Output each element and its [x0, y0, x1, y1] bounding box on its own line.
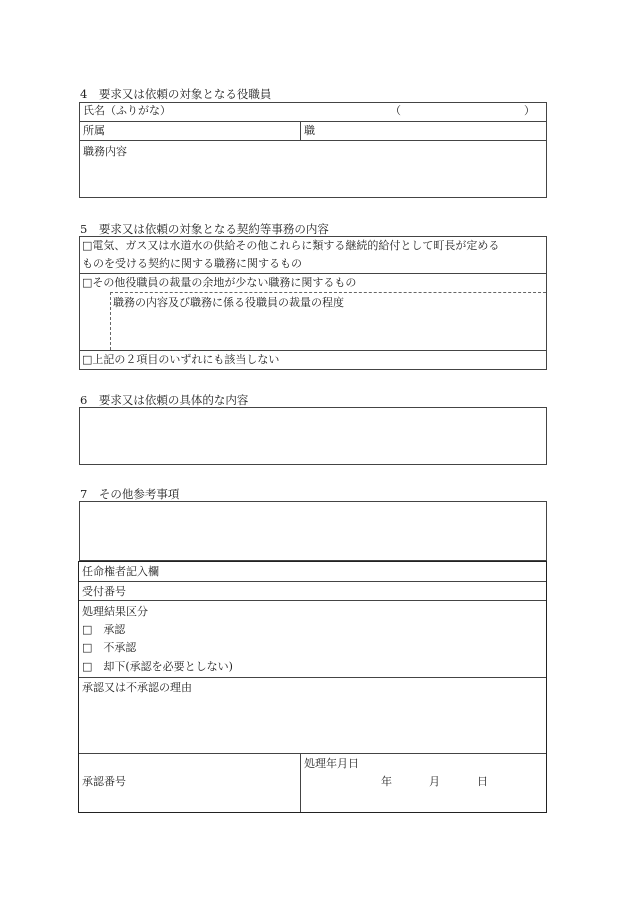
divider: [300, 121, 301, 140]
affiliation-label: 所属: [83, 124, 105, 137]
discretion-details-label: 職務の内容及び職務に係る役職員の裁量の程度: [113, 296, 344, 309]
divider: [79, 581, 546, 582]
dashed-divider: [110, 292, 111, 350]
duties-label: 職務内容: [83, 145, 127, 158]
divider: [79, 121, 546, 122]
name-paren-close: ）: [524, 104, 535, 117]
option-continuous-supply-line2: ものを受ける契約に関する職務に関するもの: [82, 257, 302, 270]
divider: [79, 140, 546, 141]
divider: [79, 753, 546, 754]
date-month: 月: [429, 775, 440, 788]
section-6-title: 6 要求又は依頼の具体的な内容: [80, 393, 249, 407]
post-label: 職: [304, 124, 315, 137]
result-approve-option[interactable]: □ 承認: [82, 623, 126, 636]
appointer-header: 任命権者記入欄: [82, 565, 159, 578]
reason-label: 承認又は不承認の理由: [82, 681, 192, 694]
date-year: 年: [381, 775, 392, 788]
receipt-number-label: 受付番号: [82, 585, 126, 598]
specific-content-field[interactable]: [79, 407, 547, 465]
name-furigana-label: 氏名（ふりがな）: [83, 104, 171, 117]
option-none-applicable[interactable]: □上記の２項目のいずれにも該当しない: [82, 353, 280, 366]
divider: [300, 753, 301, 812]
result-category-label: 処理結果区分: [82, 605, 148, 618]
reference-notes-field[interactable]: [79, 501, 547, 561]
date-day: 日: [477, 775, 488, 788]
section-7-title: 7 その他参考事項: [80, 487, 180, 501]
process-date-label: 処理年月日: [304, 757, 359, 770]
section-5-title: 5 要求又は依頼の対象となる契約等事務の内容: [80, 222, 329, 236]
result-reject-option[interactable]: □ 却下(承認を必要としない): [82, 660, 233, 673]
dashed-divider: [110, 292, 546, 293]
divider: [79, 273, 546, 274]
divider: [79, 350, 546, 351]
divider: [79, 677, 546, 678]
name-paren-open: （: [390, 104, 401, 117]
divider: [79, 600, 546, 601]
approval-number-label: 承認番号: [82, 775, 126, 788]
option-continuous-supply-line1[interactable]: □電気、ガス又は水道水の供給その他これらに類する継続的給付として町長が定める: [82, 239, 500, 252]
option-low-discretion[interactable]: □その他役職員の裁量の余地が少ない職務に関するもの: [82, 276, 357, 289]
section-4-title: 4 要求又は依頼の対象となる役職員: [80, 87, 272, 101]
result-disapprove-option[interactable]: □ 不承認: [82, 641, 137, 654]
